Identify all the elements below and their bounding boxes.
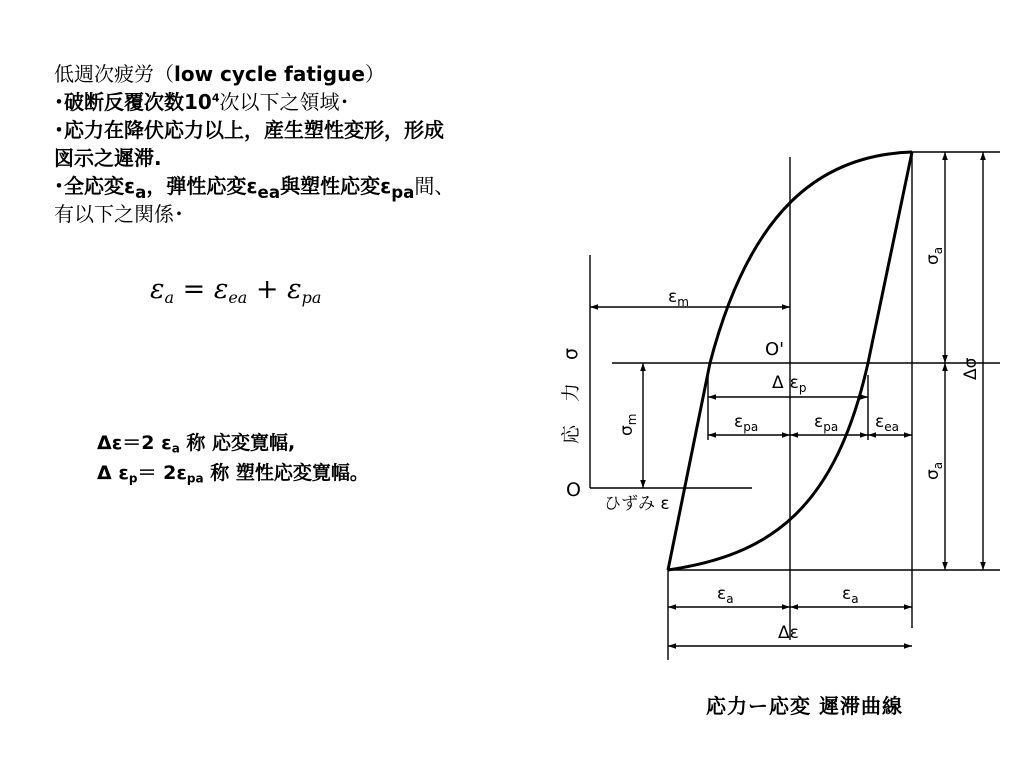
eps-ea-label: $\varepsilon_{ea}$ — [875, 412, 899, 434]
bullet-3-a-sub: a — [135, 183, 147, 202]
heading-cjk: 低週次疲労（ — [54, 62, 174, 86]
bullet-3-a: ･全応変ε — [54, 174, 136, 198]
def-1-a: Δε＝2 ε — [97, 432, 172, 454]
delta-eps-label: Δε — [778, 623, 799, 643]
def-1-b: 称 応変寛幅, — [179, 432, 296, 454]
def-2-b: ＝ 2ε — [137, 462, 187, 484]
y-axis-label-2: 力 — [560, 382, 582, 402]
formula-lhs-sub: a — [164, 287, 175, 307]
def-2-sub1: p — [128, 471, 138, 486]
def-2-sub2: pa — [186, 471, 204, 486]
eps-a-left-label: $\varepsilon_a$ — [717, 584, 734, 606]
sigma-m-label: $\sigma_m$ — [617, 413, 639, 436]
eps-a-right-label: $\varepsilon_a$ — [842, 584, 859, 606]
bullet-1-pre: ･破断反覆次数10 — [54, 90, 212, 114]
diagram-labels — [560, 247, 981, 643]
bullet-3-d: 間、 — [414, 174, 455, 198]
formula-eq: = ε — [174, 274, 229, 305]
formula-t1-sub: ea — [228, 287, 248, 307]
eps-pa-right-label: $\varepsilon_{pa}$ — [814, 412, 839, 434]
bullet-3-c-sub: pa — [391, 183, 415, 202]
o-prime-label: O' — [765, 339, 785, 360]
sigma-a-top-label: $\sigma_a$ — [923, 246, 945, 265]
delta-sigma-label: Δσ — [961, 357, 981, 380]
dimension-arrows — [590, 152, 983, 646]
def-1-sub: a — [171, 441, 180, 456]
bullet-2-line1: ･応力在降伏応力以上，産生塑性変形，形成 — [54, 118, 444, 142]
bullet-3-line2: 有以下之関係･ — [54, 202, 184, 226]
formula-lhs: ε — [150, 274, 165, 305]
bullet-3-b: ，弾性応変ε — [146, 174, 258, 198]
heading-en: low cycle fatigue — [174, 62, 365, 86]
bullet-3-b-sub: ea — [257, 183, 281, 202]
def-2-c: 称 塑性応変寛幅。 — [203, 462, 369, 484]
formula-plus: + ε — [247, 274, 302, 305]
eps-pa-left-label: $\varepsilon_{pa}$ — [734, 412, 759, 434]
bullet-1-post: 次以下之領域･ — [219, 90, 350, 114]
def-2-a: Δ ε — [97, 462, 129, 484]
bullet-3-c: 與塑性応変ε — [280, 174, 392, 198]
sigma-a-bottom-label: $\sigma_a$ — [923, 461, 945, 480]
diagram-caption: 応力ー応変 遲滞曲線 — [706, 694, 903, 718]
bullet-2-line2: 図示之遲滞. — [54, 146, 162, 170]
y-axis-label-sigma: σ — [560, 347, 582, 360]
reference-lines — [590, 152, 1000, 660]
y-axis-label-1: 応 — [560, 424, 582, 444]
delta-eps-p-label: Δ $\varepsilon_p$ — [772, 373, 807, 395]
formula-t2-sub: pa — [301, 287, 322, 307]
x-axis-label: ひずみ ε — [604, 494, 670, 514]
eps-m-label: $\varepsilon_m$ — [668, 287, 689, 309]
origin-label: O — [566, 479, 581, 501]
bullet-1-exp: 4 — [211, 91, 220, 105]
heading-close: ） — [364, 62, 385, 86]
